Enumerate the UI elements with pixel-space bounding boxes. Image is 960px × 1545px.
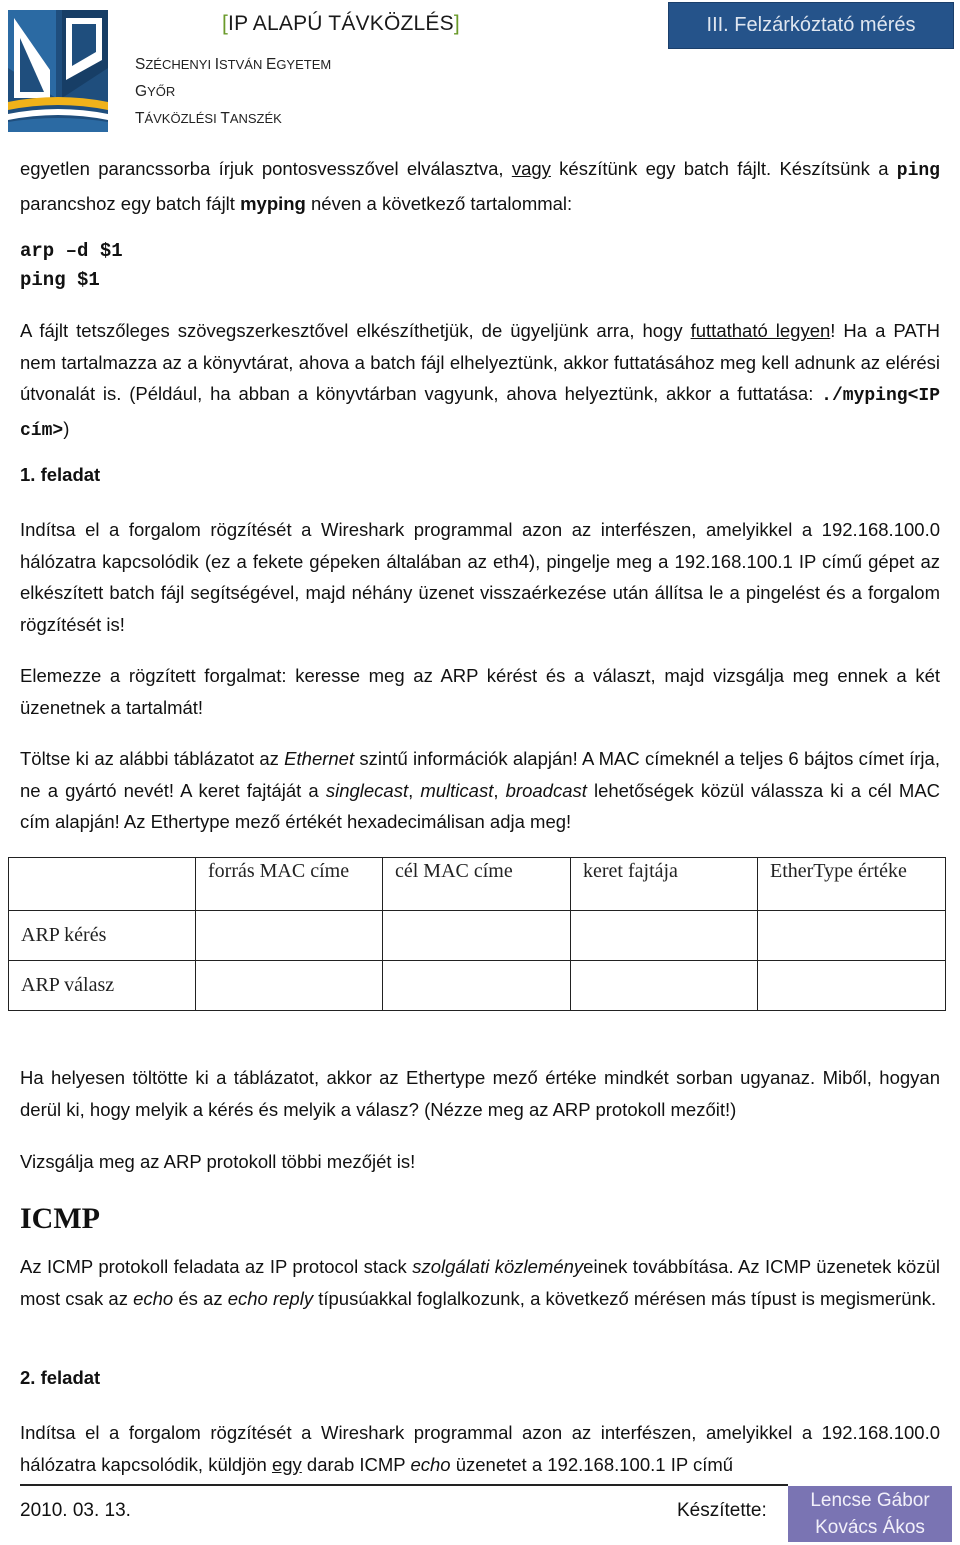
table-row (9, 911, 946, 961)
university-name: SZÉCHENYI ISTVÁN EGYETEM (135, 56, 332, 73)
institution-block (135, 51, 331, 132)
ethertype-question-paragraph: Ha helyesen töltötte ki a táblázatot, akkor az Ethertype mező értéke mindkét sorban ugyanaz. Miből, hogyan derül ki, hogy melyik a kérés és melyik a válasz? (Nézze meg az ARP protokoll mezőit!) (20, 1067, 940, 1120)
batch-code-block (20, 237, 123, 295)
authors-badge (788, 1486, 952, 1542)
table-header-cell: keret fajtája (571, 858, 758, 911)
department-name: TÁVKÖZLÉSI TANSZÉK (135, 110, 282, 127)
task-1-heading: 1. feladat (20, 464, 101, 485)
table-header-cell (9, 858, 196, 911)
footer-author-label: Készítette: (677, 1500, 767, 1521)
table-header-cell: cél MAC címe (383, 858, 571, 911)
table-header-cell: forrás MAC címe (196, 858, 383, 911)
table-row (9, 961, 946, 1011)
table-cell (758, 911, 946, 961)
arp-fields-paragraph: Vizsgálja meg az ARP protokoll többi mezőjét is! (20, 1151, 416, 1172)
table-cell (196, 911, 383, 961)
table-header-row (9, 858, 946, 911)
footer-divider (20, 1484, 788, 1486)
task-2-paragraph: Indítsa el a forgalom rögzítését a Wireshark programmal azon az interfészen, amelyikkel a 192.168.100.0 hálózatra kapcsolódik, küldjön egy darab ICMP echo üzenetet a 192.168.100.1 IP című (20, 1422, 940, 1475)
execution-paragraph: A fájlt tetszőleges szövegszerkesztővel elkészíthetjük, de ügyeljünk arra, hogy futtatható legyen! Ha a PATH nem tartalmazza az a könyvtárat, ahova a batch fájl elhelyeztünk, akkor futtatásához meg kell adnunk az elérési útvonalát is. (Például, ha abban a könyvtárban vagyunk, ahova helyeztünk, akkor a futtatása: ./myping<IP cím>) (20, 320, 940, 441)
city-name: GYŐR (135, 83, 176, 100)
author-name: Kovács Ákos (815, 1517, 925, 1538)
footer-date: 2010. 03. 13. (20, 1500, 131, 1521)
code-line: arp –d $1 (20, 240, 123, 262)
table-cell (196, 961, 383, 1011)
row-label: ARP válasz (9, 961, 196, 1011)
code-line: ping $1 (20, 269, 100, 291)
intro-paragraph: egyetlen parancssorba írjuk pontosvesszővel elválasztva, vagy készítünk egy batch fájlt. Készítsünk a ping parancshoz egy batch fájlt myping néven a következő tartalommal: (20, 158, 940, 214)
icmp-paragraph: Az ICMP protokoll feladata az IP protocol stack szolgálati közleményeinek továbbítása. Az ICMP üzenetek közül most csak az echo és az echo reply típusúakkal foglalkozunk, a következő mérésen más típust is megismerünk. (20, 1256, 940, 1309)
author-name: Lencse Gábor (810, 1490, 930, 1511)
table-cell (383, 961, 571, 1011)
table-header-cell: EtherType értéke (758, 858, 946, 911)
arp-table (8, 857, 946, 1011)
task-2-heading: 2. feladat (20, 1367, 101, 1388)
task-1-analysis-paragraph: Elemezze a rögzített forgalmat: keresse meg az ARP kérést és a választ, majd vizsgálja meg ennek a két üzenetnek a tartalmát! (20, 665, 940, 718)
table-cell (758, 961, 946, 1011)
row-label: ARP kérés (9, 911, 196, 961)
task-1-table-instructions: Töltse ki az alábbi táblázatot az Ethernet szintű információk alapján! A MAC címeknél a teljes 6 bájtos címet írja, ne a gyártó nevét! A keret fajtáját a singlecast, multicast, broadcast lehetőségek közül válassza ki a cél MAC cím alapján! Az Ethertype mező értékét hexadecimálisan adja meg! (20, 748, 941, 832)
document-title: [IP ALAPÚ TÁVKÖZLÉS] (222, 12, 460, 35)
university-logo (6, 8, 110, 134)
table-cell (383, 911, 571, 961)
icmp-heading: ICMP (20, 1202, 100, 1235)
table-cell (571, 911, 758, 961)
task-1-paragraph: Indítsa el a forgalom rögzítését a Wireshark programmal azon az interfészen, amelyikkel a 192.168.100.0 hálózatra kapcsolódik (ez a fekete gépeken általában az eth4), pingelje meg a 192.168.100.1 IP című gépet az elkészített batch fájl segítségével, majd néhány üzenet visszaérkezése után állítsa le a pingelést és a forgalom rögzítését is! (20, 519, 940, 635)
table-cell (571, 961, 758, 1011)
measure-badge: III. Felzárkóztató mérés (668, 2, 954, 49)
